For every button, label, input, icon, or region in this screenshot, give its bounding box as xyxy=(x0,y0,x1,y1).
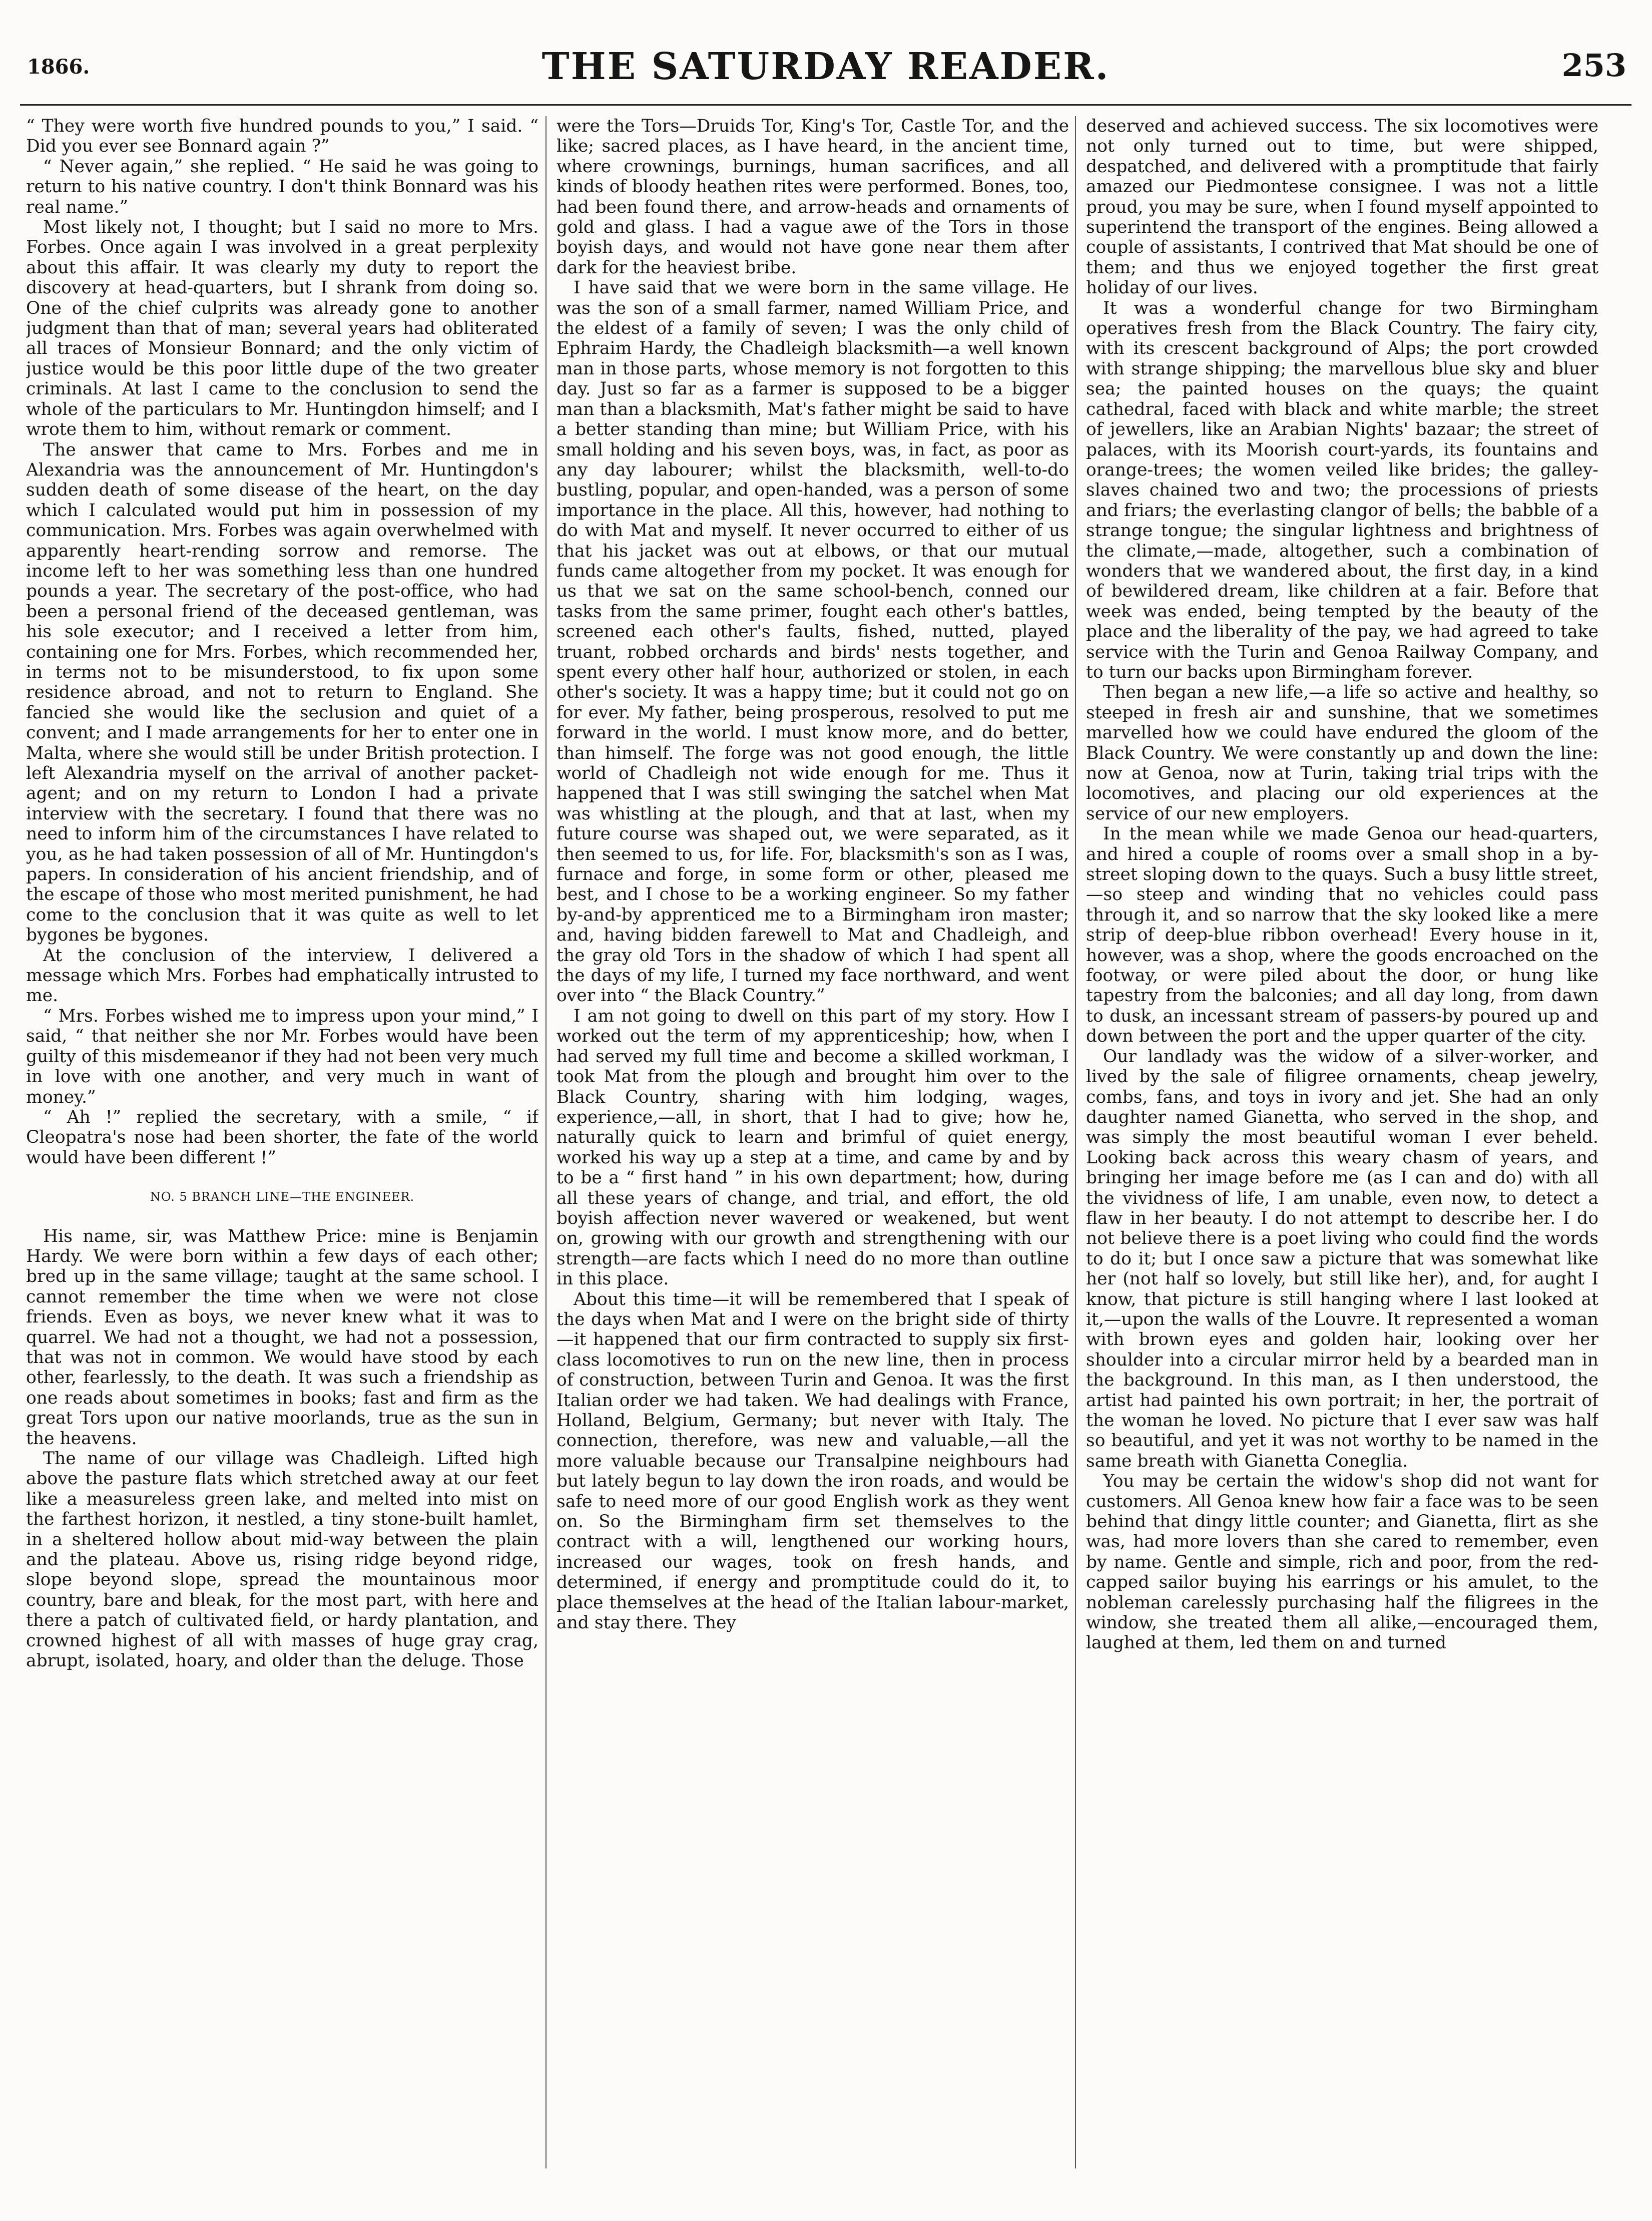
column-2 xyxy=(557,116,1069,2183)
masthead xyxy=(20,24,1631,104)
paragraph: “ They were worth five hundred pounds to you,” I said. “ Did you ever see Bonnard again ?” xyxy=(26,116,538,157)
paragraph: “ Mrs. Forbes wished me to impress upon your mind,” I said, “ that neither she nor Mr. Forbes would have been guilty of this misdemeanor if they had not been very much in love with one another, and very much in want of money.” xyxy=(26,1006,538,1107)
paragraph: At the conclusion of the interview, I delivered a message which Mrs. Forbes had emphatically intrusted to me. xyxy=(26,945,538,1006)
paragraph: were the Tors—Druids Tor, King's Tor, Castle Tor, and the like; sacred places, as I have heard, in the ancient time, where crownings, burnings, human sacrifices, and all kinds of bloody heathen rites were performed. Bones, too, had been found there, and arrow-heads and ornaments of gold and glass. I had a vague awe of the Tors in those boyish days, and would not have gone near them after dark for the heaviest bribe. xyxy=(557,116,1069,278)
header-rule xyxy=(20,104,1631,106)
paragraph: I am not going to dwell on this part of my story. How I worked out the term of my apprenticeship; how, when I had served my full time and become a skilled workman, I took Mat from the plough and brought him over to the Black Country, sharing with him lodging, wages, experience,—all, in short, that I had to give; how he, naturally quick to learn and brimful of quiet energy, worked his way up a step at a time, and came by and by to be a “ first hand ” in his own department; how, during all these years of change, and trial, and effort, the old boyish affection never wavered or weakened, but went on, growing with our growth and strengthening with our strength—are facts which I need do no more than outline in this place. xyxy=(557,1006,1069,1289)
paragraph: You may be certain the widow's shop did not want for customers. All Genoa knew how fair a face was to be seen behind that dingy little counter; and Gianetta, flirt as she was, had more lovers than she cared to remember, even by name. Gentle and simple, rich and poor, from the red-capped sailor buying his earrings or his amulet, to the nobleman carelessly purchasing half the filigrees in the window, she treated them all alike,—encouraged them, laughed at them, led them on and turned xyxy=(1086,1471,1598,1653)
newspaper-title: THE SATURDAY READER. xyxy=(541,45,1110,88)
column-divider xyxy=(1075,116,1076,2168)
column-1 xyxy=(26,116,538,2183)
paragraph: In the mean while we made Genoa our head-quarters, and hired a couple of rooms over a small shop in a by-street sloping down to the quays. Such a busy little street,—so steep and winding that no vehicles could pass through it, and so narrow that the sky looked like a mere strip of deep-blue ribbon overhead! Every house in it, however, was a shop, where the goods encroached on the footway, or were piled about the door, or hung like tapestry from the balconies; and all day long, from dawn to dusk, an incessant stream of passers-by poured up and down between the port and the upper quarter of the city. xyxy=(1086,824,1598,1047)
paragraph: “ Never again,” she replied. “ He said he was going to return to his native country. I don't think Bonnard was his real name.” xyxy=(26,156,538,217)
paragraph: His name, sir, was Matthew Price: mine is Benjamin Hardy. We were born within a few days of each other; bred up in the same village; taught at the same school. I cannot remember the time when we were not close friends. Even as boys, we never knew what it was to quarrel. We had not a thought, we had not a possession, that was not in common. We would have stood by each other, fearlessly, to the death. It was such a friendship as one reads about sometimes in books; fast and firm as the great Tors upon our native moorlands, true as the sun in the heavens. xyxy=(26,1226,538,1449)
paragraph: “ Ah !” replied the secretary, with a smile, “ if Cleopatra's nose had been shorter, the fate of the world would have been different !” xyxy=(26,1107,538,1168)
column-divider xyxy=(545,116,546,2168)
issue-year: 1866. xyxy=(27,55,90,79)
section-heading: NO. 5 BRANCH LINE—THE ENGINEER. xyxy=(150,1190,415,1204)
paragraph: I have said that we were born in the same village. He was the son of a small farmer, named William Price, and the eldest of a family of seven; I was the only child of Ephraim Hardy, the Chadleigh blacksmith—a well known man in those parts, whose memory is not forgotten to this day. Just so far as a farmer is supposed to be a bigger man than a blacksmith, Mat's father might be said to have a better standing than mine; but William Price, with his small holding and his seven boys, was, in fact, as poor as any day labourer; whilst the blacksmith, well-to-do bustling, popular, and open-handed, was a person of some importance in the place. All this, however, had nothing to do with Mat and myself. It never occurred to either of us that his jacket was out at elbows, or that our mutual funds came altogether from my pocket. It was enough for us that we sat on the same school-bench, conned our tasks from the same primer, fought each other's battles, screened each other's faults, fished, nutted, played truant, robbed orchards and birds' nests together, and spent every other half hour, authorized or stolen, in each other's society. It was a happy time; but it could not go on for ever. My father, being prosperous, resolved to put me forward in the world. I must know more, and do better, than himself. The forge was not good enough, the little world of Chadleigh not wide enough for me. Thus it happened that I was still swinging the satchel when Mat was whistling at the plough, and that at last, when my future course was shaped out, we were separated, as it then seemed to us, for life. For, blacksmith's son as I was, furnace and forge, in some form or other, pleased me best, and I chose to be a working engineer. So my father by-and-by apprenticed me to a Birmingham iron master; and, having bidden farewell to Mat and Chadleigh, and the gray old Tors in the shadow of which I had spent all the days of my life, I turned my face northward, and went over into “ the Black Country.” xyxy=(557,278,1069,1006)
paragraph: It was a wonderful change for two Birmingham operatives fresh from the Black Country. The fairy city, with its crescent background of Alps; the port crowded with strange shipping; the marvellous blue sky and bluer sea; the painted houses on the quays; the quaint cathedral, faced with black and white marble; the street of jewellers, like an Arabian Nights' bazaar; the street of palaces, with its Moorish court-yards, its fountains and orange-trees; the women veiled like brides; the galley-slaves chained two and two; the processions of priests and friars; the everlasting clangor of bells; the babble of a strange tongue; the singular lightness and brightness of the climate,—made, altogether, such a combination of wonders that we wandered about, the first day, in a kind of bewildered dream, like children at a fair. Before that week was ended, being tempted by the beauty of the place and the liberality of the pay, we had agreed to take service with the Turin and Genoa Railway Company, and to turn our backs upon Birmingham forever. xyxy=(1086,298,1598,682)
paragraph: Our landlady was the widow of a silver-worker, and lived by the sale of filigree ornaments, cheap jewelry, combs, fans, and toys in ivory and jet. She had an only daughter named Gianetta, who served in the shop, and was simply the most beautiful woman I ever beheld. Looking back across this weary chasm of years, and bringing her image before me (as I can and do) with all the vividness of life, I am unable, even now, to detect a flaw in her beauty. I do not attempt to describe her. I do not believe there is a poet living who could find the words to do it; but I once saw a picture that was somewhat like her (not half so lovely, but still like her), and, for aught I know, that picture is still hanging where I last looked at it,—upon the walls of the Louvre. It represented a woman with brown eyes and golden hair, looking over her shoulder into a circular mirror held by a bearded man in the background. In this man, as I then understood, the artist had painted his own portrait; in her, the portrait of the woman he loved. No picture that I ever saw was half so beautiful, and yet it was not worthy to be named in the same breath with Gianetta Coneglia. xyxy=(1086,1046,1598,1471)
paragraph: deserved and achieved success. The six locomotives were not only turned out to time, but were shipped, despatched, and delivered with a promptitude that fairly amazed our Piedmontese consignee. I was not a little proud, you may be sure, when I found myself appointed to superintend the transport of the engines. Being allowed a couple of assistants, I contrived that Mat should be one of them; and thus we enjoyed together the first great holiday of our lives. xyxy=(1086,116,1598,298)
paragraph: About this time—it will be remembered that I speak of the days when Mat and I were on the bright side of thirty—it happened that our firm contracted to supply six first-class locomotives to run on the new line, then in process of construction, between Turin and Genoa. It was the first Italian order we had taken. We had dealings with France, Holland, Belgium, Germany; but never with Italy. The connection, therefore, was new and valuable,—all the more valuable because our Transalpine neighbours had but lately begun to lay down the iron roads, and would be safe to need more of our good English work as they went on. So the Birmingham firm set themselves to the contract with a will, lengthened our working hours, increased our wages, took on fresh hands, and determined, if energy and promptitude could do it, to place themselves at the head of the Italian labour-market, and stay there. They xyxy=(557,1289,1069,1633)
column-3 xyxy=(1086,116,1598,2183)
paragraph: The answer that came to Mrs. Forbes and me in Alexandria was the announcement of Mr. Huntingdon's sudden death of some disease of the heart, on the day which I calculated would put him in possession of my communication. Mrs. Forbes was again overwhelmed with apparently heart-rending sorrow and remorse. The income left to her was something less than one hundred pounds a year. The secretary of the post-office, who had been a personal friend of the deceased gentleman, was his sole executor; and I received a letter from him, containing one for Mrs. Forbes, which recommended her, in terms not to be misunderstood, to fix upon some residence abroad, and not to return to England. She fancied she would like the seclusion and quiet of a convent; and I made arrangements for her to enter one in Malta, where she would still be under British protection. I left Alexandria myself on the arrival of another packet-agent; and on my return to London I had a private interview with the secretary. I found that there was no need to inform him of the circumstances I have related to you, as he had taken possession of all of Mr. Huntingdon's papers. In consideration of his ancient friendship, and of the escape of those who most merited punishment, he had come to the conclusion that it was quite as well to let bygones be bygones. xyxy=(26,439,538,946)
page-number: 253 xyxy=(1561,47,1626,84)
paragraph: The name of our village was Chadleigh. Lifted high above the pasture flats which stretched away at our feet like a measureless green lake, and melted into mist on the farthest horizon, it nestled, a tiny stone-built hamlet, in a sheltered hollow about mid-way between the plain and the plateau. Above us, rising ridge beyond ridge, slope beyond slope, spread the mountainous moor country, bare and bleak, for the most part, with here and there a patch of cultivated field, or hardy plantation, and crowned highest of all with masses of huge gray crag, abrupt, isolated, hoary, and older than the deluge. Those xyxy=(26,1449,538,1671)
paragraph: Then began a new life,—a life so active and healthy, so steeped in fresh air and sunshine, that we sometimes marvelled how we could have endured the gloom of the Black Country. We were constantly up and down the line: now at Genoa, now at Turin, taking trial trips with the locomotives, and placing our old experiences at the service of our new employers. xyxy=(1086,682,1598,824)
paragraph: Most likely not, I thought; but I said no more to Mrs. Forbes. Once again I was involved in a great perplexity about this affair. It was clearly my duty to report the discovery at head-quarters, but I shrank from doing so. One of the chief culprits was already gone to another judgment than that of man; several years had obliterated all traces of Monsieur Bonnard; and the only victim of justice would be this poor little dupe of the two greater criminals. At last I came to the conclusion to send the whole of the particulars to Mr. Huntingdon himself; and I wrote them to him, without remark or comment. xyxy=(26,217,538,440)
